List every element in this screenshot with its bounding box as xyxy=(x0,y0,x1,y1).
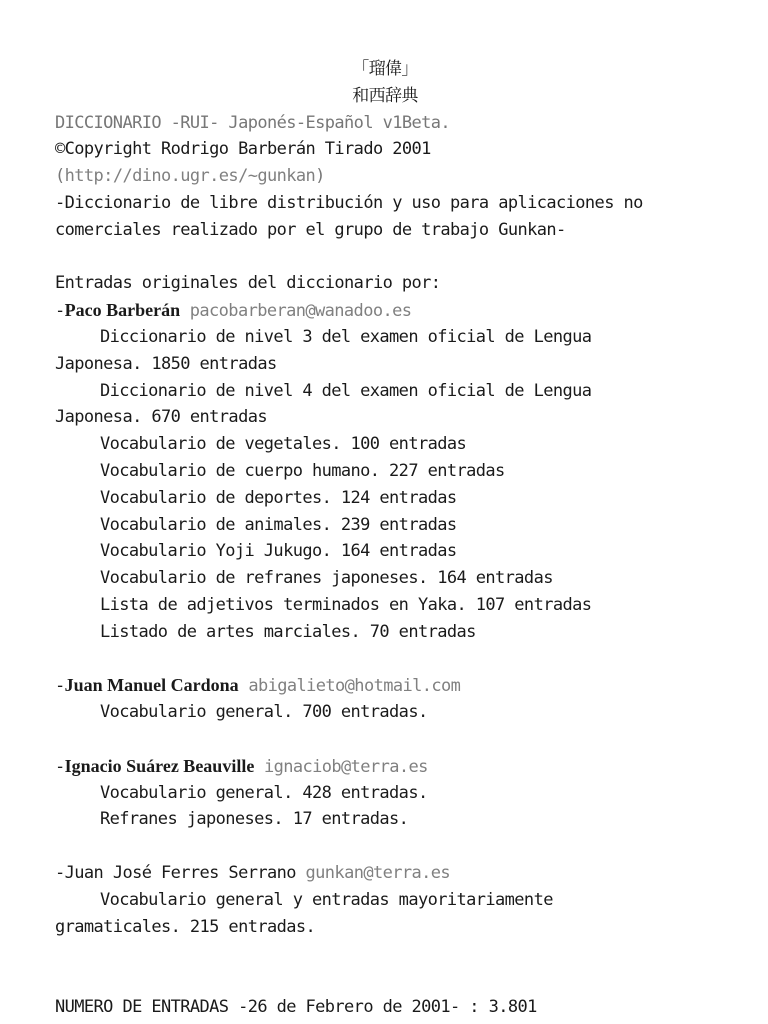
contributor-email-link[interactable]: ignaciob@terra.es xyxy=(263,756,428,777)
contributor-heading xyxy=(55,672,745,699)
contributors-intro: Entradas originales del diccionario por: xyxy=(55,273,441,294)
entry-line: Vocabulario general. 428 entradas. xyxy=(100,782,428,803)
contributor-email-link[interactable]: gunkan@terra.es xyxy=(305,862,451,883)
contributor-name: Juan José Ferres Serrano xyxy=(64,862,296,883)
entry-line: Vocabulario de cuerpo humano. 227 entradas xyxy=(100,460,505,481)
spacer xyxy=(55,244,745,271)
total-entries: NUMERO DE ENTRADAS -26 de Febrero de 2001- : 3.801 xyxy=(55,996,537,1017)
spacer xyxy=(55,726,745,753)
contributor-name: Paco Barberán xyxy=(64,300,181,321)
description-line-2: comerciales realizado por el grupo de trabajo Gunkan- xyxy=(55,219,566,240)
dictionary-name: DICCIONARIO -RUI- Japonés-Español v1Beta. xyxy=(55,112,451,133)
project-url-link[interactable]: http://dino.ugr.es/~gunkan xyxy=(64,166,316,187)
entry-line: Vocabulario de animales. 239 entradas xyxy=(100,514,457,535)
entry-line: Vocabulario de deportes. 124 entradas xyxy=(100,487,457,508)
entry-line-continued: Japonesa. 1850 entradas xyxy=(55,353,277,374)
entry-line: Refranes japoneses. 17 entradas. xyxy=(100,809,409,830)
contributor-prefix: - xyxy=(55,676,65,697)
url-open-paren: ( xyxy=(55,166,65,187)
contributor-prefix: - xyxy=(55,756,65,777)
contributor-name: Ignacio Suárez Beauville xyxy=(64,755,255,776)
title-jp: 「瑠偉」 xyxy=(352,59,418,79)
contributor-prefix: - xyxy=(55,862,65,883)
entry-line: Lista de adjetivos terminados en Yaka. 107 entradas xyxy=(100,594,592,615)
subtitle-jp: 和西辞典 xyxy=(352,85,418,106)
entry-line-continued: Japonesa. 670 entradas xyxy=(55,407,267,428)
entry-line: Vocabulario Yoji Jukugo. 164 entradas xyxy=(100,541,457,562)
spacer xyxy=(55,940,745,967)
entry-line: Listado de artes marciales. 70 entradas xyxy=(100,621,476,642)
contributor-email-link[interactable]: abigalieto@hotmail.com xyxy=(248,676,461,697)
entry-line-continued: gramaticales. 215 entradas. xyxy=(55,916,316,937)
spacer xyxy=(55,646,745,673)
entry-line: Vocabulario de vegetales. 100 entradas xyxy=(100,434,467,455)
url-line xyxy=(55,163,745,190)
entry-line: Diccionario de nivel 3 del examen oficial de Lengua xyxy=(100,326,592,347)
copyright-line: ©Copyright Rodrigo Barberán Tirado 2001 xyxy=(55,139,431,160)
entry-line: Vocabulario de refranes japoneses. 164 entradas xyxy=(100,568,553,589)
spacer xyxy=(55,833,745,860)
entry-line: Vocabulario general. 700 entradas. xyxy=(100,702,428,723)
contributor-heading xyxy=(55,297,745,324)
contributor-heading xyxy=(55,860,745,887)
entry-line: Diccionario de nivel 4 del examen oficial de Lengua xyxy=(100,380,592,401)
contributor-name: Juan Manuel Cardona xyxy=(64,675,239,696)
description-line-1: -Diccionario de libre distribución y uso para aplicaciones no xyxy=(55,192,643,213)
contributor-heading xyxy=(55,753,745,780)
spacer xyxy=(55,967,745,994)
contributor-prefix: - xyxy=(55,301,65,322)
document-page xyxy=(55,56,745,1021)
contributor-email-link[interactable]: pacobarberan@wanadoo.es xyxy=(189,301,412,322)
url-close-paren: ) xyxy=(315,166,325,187)
entry-line: Vocabulario general y entradas mayoritariamente xyxy=(100,889,553,910)
